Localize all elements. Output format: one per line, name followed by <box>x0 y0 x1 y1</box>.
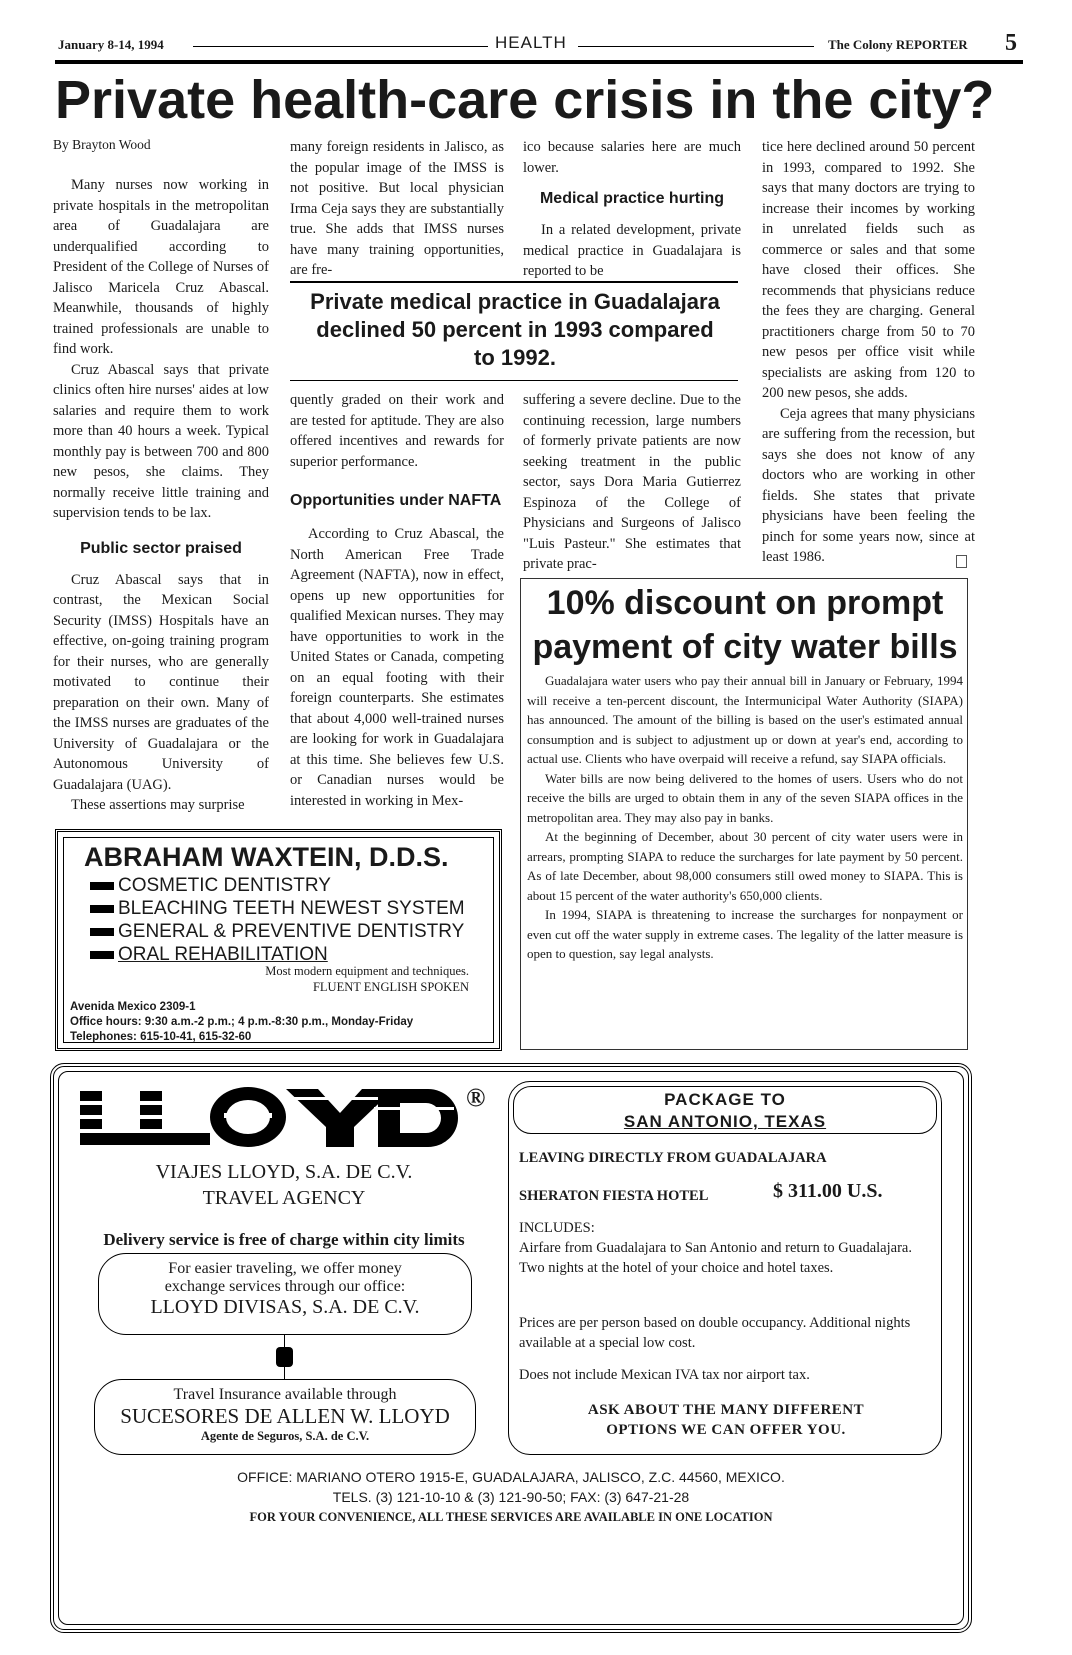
package-hotel: SHERATON FIESTA HOTEL <box>519 1188 709 1204</box>
dentist-note-equipment: Most modern equipment and techniques. <box>265 964 469 978</box>
paragraph: According to Cruz Abascal, the North American Free Trade Agreement (NAFTA), now in effect, opens up new opportunities for qualified Mexican nurses. They may have opportunities to work in the United States or Canada, competing on an equal footing with their foreign counterparts. She estimates that about 4,000 well-trained nurses are looking for work in Guadalajara at this time. She believes few U.S. or Canadian nurses would be interested in working in Mex- <box>290 526 504 809</box>
package-panel <box>508 1081 942 1455</box>
paragraph: quently graded on their work and are tested for aptitude. They are also offered incentives and rewards for superior performance. <box>290 392 504 470</box>
service-item: BLEACHING TEETH NEWEST SYSTEM <box>90 897 465 920</box>
package-price: $ 311.00 U.S. <box>773 1180 883 1202</box>
bullet-icon <box>90 882 114 890</box>
paragraph: suffering a severe decline. Due to the continuing recession, large numbers of formerly private patients are now seeking treatment in the public sector, says Dora Maria Gutierrez Espinoza of the College of Physicians and Surgeons of Jalisco "Luis Pasteur." She estimates that private prac- <box>523 392 741 572</box>
masthead <box>55 32 1020 62</box>
service-item: GENERAL & PREVENTIVE DENTISTRY <box>90 920 465 943</box>
package-ask-1: ASK ABOUT THE MANY DIFFERENT <box>587 1402 865 1418</box>
paragraph: Water bills are now being delivered to the homes of users. Users who do not receive the bills are urged to obtain them in any of the seven SIAPA offices in the metropolitan area. They may also pay in banks. <box>527 770 963 825</box>
dentist-ad <box>55 829 502 1051</box>
dentist-hours: Office hours: 9:30 a.m.-2 p.m.; 4 p.m.-8:30 p.m., Monday-Friday <box>70 1016 414 1028</box>
subhead-medical-practice: Medical practice hurting <box>539 190 725 207</box>
page-number: 5 <box>1005 30 1017 56</box>
lloyd-company: VIAJES LLOYD, S.A. DE C.V. <box>155 1161 413 1183</box>
lloyd-logo-graphic <box>78 1083 468 1149</box>
water-headline: 10% discount on prompt payment of city water bills <box>532 584 958 666</box>
lloyd-agency: TRAVEL AGENCY <box>202 1187 366 1209</box>
subhead-public-sector: Public sector praised <box>80 539 242 557</box>
package-prices-note: Prices are per person based on double occupancy. Additional nights available at a special low cost. <box>519 1315 911 1351</box>
registered-mark: ® <box>466 1083 486 1112</box>
exchange-line-2: exchange services through our office: <box>164 1278 406 1295</box>
lloyd-ad <box>50 1063 972 1633</box>
package-includes: Airfare from Guadalajara to San Antonio and return to Guadalajara. Two nights at the hotel of your choice and hotel taxes. <box>519 1240 912 1276</box>
paragraph: Cruz Abascal says that private clinics often hire nurses' aides at low salaries and require them to work more than 40 hours a week. Typical monthly pay is between 700 and 800 new pesos, she claims. They normally receive little training and supervision tends to be lax. <box>53 361 269 521</box>
lloyd-delivery: Delivery service is free of charge within city limits <box>103 1230 465 1249</box>
dentist-note-english: FLUENT ENGLISH SPOKEN <box>312 980 469 994</box>
lloyd-office: OFFICE: MARIANO OTERO 1915-E, GUADALAJARA, JALISCO, Z.C. 44560, MEXICO. <box>237 1469 785 1485</box>
paragraph: many foreign residents in Jalisco, as the popular image of the IMSS is not positive. But local physician Irma Ceja says they are substantially true. She adds that IMSS nurses have many training opportunities, are fre- <box>290 139 504 278</box>
section-label: HEALTH <box>495 33 567 52</box>
story-column-1 <box>53 137 269 816</box>
water-body <box>527 671 963 964</box>
paragraph: In 1994, SIAPA is threatening to increase the surcharges for nonpayment or even cut off the water supply in extreme cases. The legality of the latter measure is open to question, say legal analysts. <box>527 907 963 961</box>
water-article-box <box>520 578 968 1050</box>
exchange-line-1: For easier traveling, we offer money <box>168 1260 402 1277</box>
exchange-box <box>98 1253 472 1335</box>
insurance-line-1: Travel Insurance available through <box>173 1386 397 1403</box>
lloyd-convenience: FOR YOUR CONVENIENCE, ALL THESE SERVICES ARE AVAILABLE IN ONE LOCATION <box>249 1510 773 1524</box>
insurance-box <box>94 1379 476 1455</box>
byline: By Brayton Wood <box>53 137 151 152</box>
service-item: ORAL REHABILITATION <box>90 943 465 966</box>
dentist-phones: Telephones: 615-10-41, 615-32-60 <box>70 1031 252 1043</box>
story-column-3b <box>523 390 741 575</box>
bullet-icon <box>90 928 114 936</box>
package-title-2: SAN ANTONIO, TEXAS <box>623 1112 827 1131</box>
page-title: Private health-care crisis in the city? <box>55 70 995 130</box>
story-column-2b <box>290 390 504 811</box>
end-mark-icon <box>956 555 967 568</box>
lloyd-logo <box>78 1083 488 1153</box>
package-title-box <box>513 1086 937 1134</box>
package-ask-2: OPTIONS WE CAN OFFER YOU. <box>606 1422 846 1438</box>
paragraph: Guadalajara water users who pay their annual bill in January or February, 1994 will receive a ten-percent discount, the Intermunicipal Water Authority (SIAPA) has announced. The amount of the billing is based on the user's estimated annual consumption and is subject to adjustment up or down at year's end, according to actual use. Clients who have overpaid will receive a refund, say SIAPA officials. <box>527 673 963 766</box>
dentist-services <box>90 874 465 966</box>
insurance-line-2: SUCESORES DE ALLEN W. LLOYD <box>120 1404 450 1428</box>
package-title-1: PACKAGE TO <box>664 1090 786 1109</box>
paragraph: tice here declined around 50 percent in 1993, compared to 1992. She says that many doctors are trying to increase their incomes by working in unrelated fields such as commerce or sales and that some have closed their offices. She recommends that physicians reduce the fees they are charging. General practitioners charge from 50 to 70 new pesos per office visit while specialists are asking from 120 to 200 new pesos, she adds. <box>762 139 975 401</box>
issue-date: January 8-14, 1994 <box>58 37 164 52</box>
story-column-2a <box>290 137 504 281</box>
paragraph: Many nurses now working in private hospitals in the metropolitan area of Guadalajara are underqualified according to President of the College of Nurses of Jalisco Maricela Cruz Abascal. Meanwhile, thousands of highly trained professionals are unable to find work. <box>53 177 269 357</box>
dentist-name: ABRAHAM WAXTEIN, D.D.S. <box>84 842 449 872</box>
lloyd-tels: TELS. (3) 121-10-10 & (3) 121-90-50; FAX: (3) 647-21-28 <box>332 1489 690 1505</box>
pull-quote: Private medical practice in Guadalajara declined 50 percent in 1993 compared to 1992. <box>310 289 720 370</box>
paragraph: At the beginning of December, about 30 percent of city water users were in arrears, prompting SIAPA to reduce the surcharges for late payment by 50 percent. As of late December, about 98,000 consumers still owed money to SIAPA. This is about 15 percent of the water authority's 650,000 clients. <box>527 829 963 903</box>
package-leaving: LEAVING DIRECTLY FROM GUADALAJARA <box>519 1150 827 1166</box>
paragraph: These assertions may surprise <box>71 797 245 813</box>
service-item: COSMETIC DENTISTRY <box>90 874 465 897</box>
paragraph: Ceja agrees that many physicians are suffering from the recession, but says she does not know of any doctors who are working in other fields. She states that private physicians have been feeling the pinch for some years now, since at least 1986. <box>762 405 975 565</box>
package-tax-note: Does not include Mexican IVA tax nor airport tax. <box>519 1367 810 1383</box>
connector-knot-icon <box>276 1347 293 1367</box>
dentist-address: Avenida Mexico 2309-1 <box>70 1001 196 1013</box>
insurance-line-3: Agente de Seguros, S.A. de C.V. <box>200 1429 370 1443</box>
paper-name: The Colony REPORTER <box>828 37 968 52</box>
story-column-4 <box>762 137 975 568</box>
package-includes-label: INCLUDES: <box>519 1220 595 1236</box>
bullet-icon <box>90 951 114 959</box>
paragraph: In a related development, private medical practice in Guadalajara is reported to be <box>523 222 741 279</box>
subhead-nafta: Opportunities under NAFTA <box>290 492 502 509</box>
bullet-icon <box>90 905 114 913</box>
paragraph: Cruz Abascal says that in contrast, the Mexican Social Security (IMSS) Hospitals have an effective, on-going training program for their nurses, who are generally motivated to continue their preparation on their own. Many of the IMSS nurses are graduates of the University of Guadalajara or the Autonomous University of Guadalajara (UAG). <box>53 571 269 793</box>
exchange-divisas: LLOYD DIVISAS, S.A. DE C.V. <box>150 1296 420 1318</box>
story-column-3a <box>523 137 741 282</box>
paragraph: ico because salaries here are much lower. <box>523 139 741 176</box>
